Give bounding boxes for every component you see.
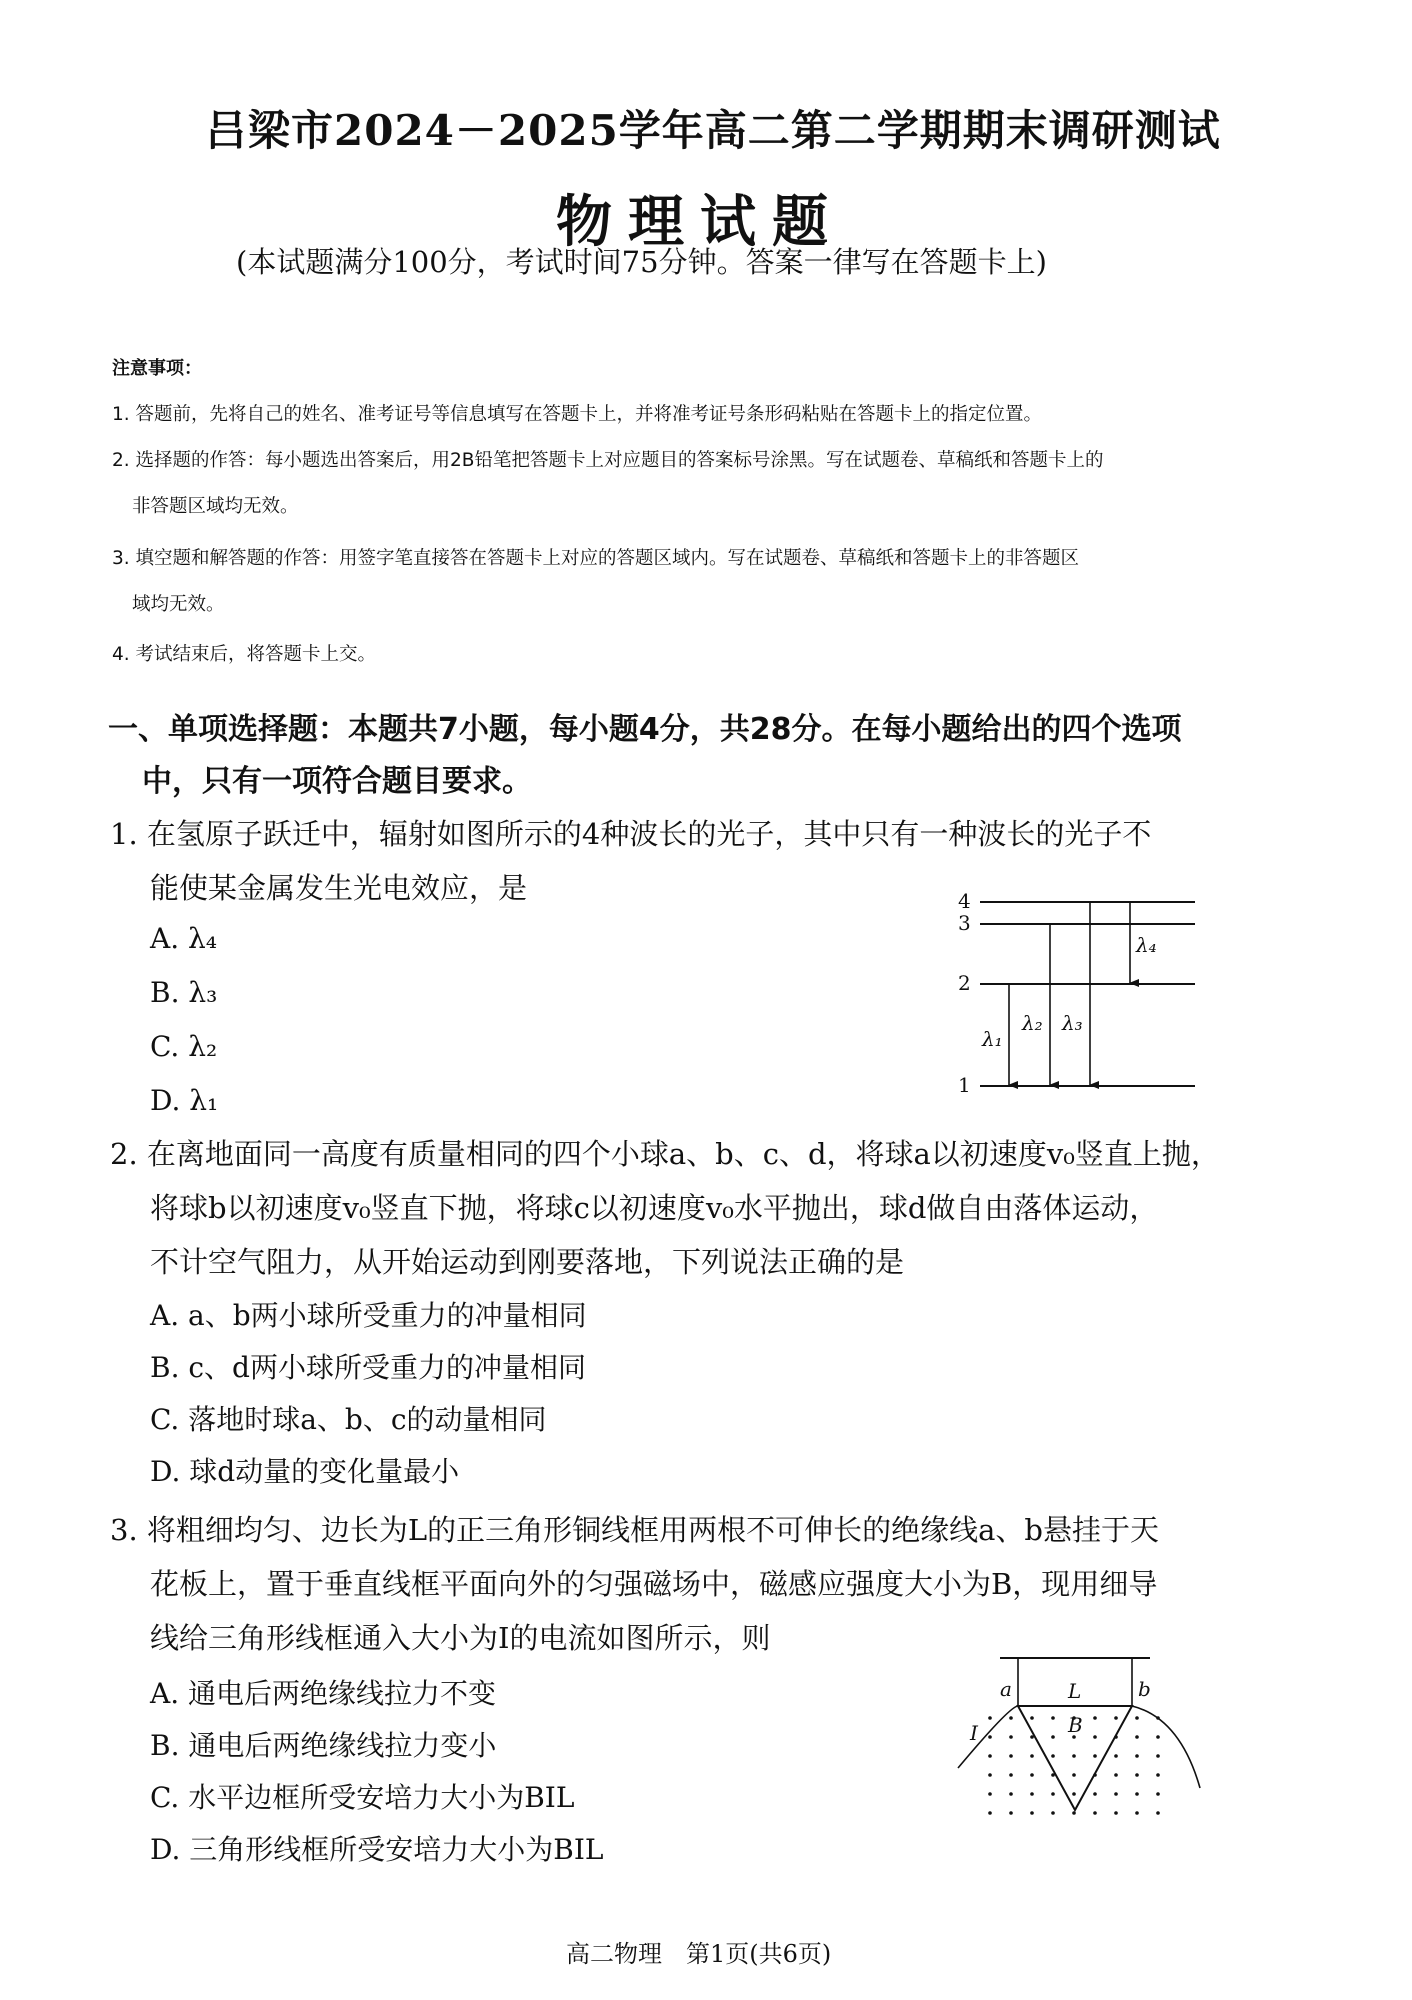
note-line-3-cont: 域均无效。 [132, 594, 225, 615]
field-dot [1114, 1792, 1118, 1796]
field-dot [1051, 1735, 1055, 1739]
note-line-2-cont: 非答题区域均无效。 [132, 496, 299, 517]
note-line-2: 2. 选择题的作答：每小题选出答案后，用2B铅笔把答题卡上对应题目的答案标号涂黑。写在试题卷、草稿纸和答题卡上的 [112, 450, 1104, 471]
field-dot [1156, 1811, 1160, 1815]
field-dot [1156, 1754, 1160, 1758]
q1-stem: 1. 在氢原子跃迁中，辐射如图所示的4种波长的光子，其中只有一种波长的光子不 [110, 817, 1152, 851]
field-dot [1135, 1792, 1139, 1796]
level-label-1: 1 [958, 1073, 971, 1097]
field-dot [988, 1754, 992, 1758]
q3-stem-cont-1: 花板上，置于垂直线框平面向外的匀强磁场中，磁感应强度大小为B，现用细导 [150, 1567, 1158, 1601]
page-footer: 高二物理 第1页(共6页) [566, 1940, 832, 1968]
q1-option-d: D. λ₁ [150, 1084, 219, 1117]
current-label: I [970, 1721, 978, 1745]
field-dot [1093, 1735, 1097, 1739]
field-dot [1072, 1754, 1076, 1758]
q1-option-c: C. λ₂ [150, 1030, 218, 1063]
lambda4-label: λ₄ [1136, 933, 1157, 957]
level-label-3: 3 [958, 911, 971, 935]
lambda3-label: λ₃ [1062, 1011, 1083, 1035]
level-label-2: 2 [958, 971, 971, 995]
field-dot [1030, 1811, 1034, 1815]
field-dot [1156, 1773, 1160, 1777]
field-dot [1072, 1811, 1076, 1815]
exam-title: 吕梁市2024－2025学年高二第二学期期末调研测试 [205, 106, 1221, 155]
field-dot [988, 1773, 992, 1777]
field-dot [1093, 1811, 1097, 1815]
field-dot [1114, 1716, 1118, 1720]
q3-stem-cont-2: 线给三角形线框通入大小为I的电流如图所示，则 [150, 1621, 771, 1655]
field-dot [1009, 1811, 1013, 1815]
field-dot [988, 1811, 992, 1815]
field-dot [1156, 1735, 1160, 1739]
triangle-frame-diagram [950, 1648, 1210, 1838]
field-dot [1030, 1716, 1034, 1720]
field-dot [1156, 1792, 1160, 1796]
q3-option-d: D. 三角形线框所受安培力大小为BIL [150, 1833, 604, 1866]
level-label-4: 4 [958, 889, 971, 913]
q2-option-b: B. c、d两小球所受重力的冲量相同 [150, 1351, 586, 1384]
subject-title: 物理试题 [556, 189, 844, 255]
field-dot [1072, 1773, 1076, 1777]
field-dot [988, 1735, 992, 1739]
field-dot [1135, 1754, 1139, 1758]
field-dot [1051, 1811, 1055, 1815]
q2-option-d: D. 球d动量的变化量最小 [150, 1455, 460, 1488]
lambda1-label: λ₁ [982, 1027, 1003, 1051]
field-dot [1093, 1716, 1097, 1720]
field-dot [988, 1716, 992, 1720]
q3-option-c: C. 水平边框所受安培力大小为BIL [150, 1781, 575, 1814]
q2-option-a: A. a、b两小球所受重力的冲量相同 [150, 1299, 587, 1332]
q1-option-a: A. λ₄ [150, 922, 217, 955]
section-heading: 一、单项选择题：本题共7小题，每小题4分，共28分。在每小题给出的四个选项 [108, 712, 1182, 747]
field-dot [1030, 1754, 1034, 1758]
field-dot [1135, 1811, 1139, 1815]
field-dot [1009, 1792, 1013, 1796]
thread-label-b: b [1138, 1677, 1151, 1701]
q2-stem-cont-1: 将球b以初速度v₀竖直下抛，将球c以初速度v₀水平抛出，球d做自由落体运动， [150, 1191, 1159, 1225]
q3-stem: 3. 将粗细均匀、边长为L的正三角形铜线框用两根不可伸长的绝缘线a、b悬挂于天 [110, 1513, 1159, 1547]
side-length-label: L [1068, 1679, 1082, 1703]
q3-option-b: B. 通电后两绝缘线拉力变小 [150, 1729, 497, 1762]
exam-instructions: (本试题满分100分，考试时间75分钟。答案一律写在答题卡上) [236, 245, 1047, 279]
field-dot [1009, 1716, 1013, 1720]
field-dot [1009, 1735, 1013, 1739]
field-dot [1135, 1773, 1139, 1777]
field-dot [1114, 1773, 1118, 1777]
q2-option-c: C. 落地时球a、b、c的动量相同 [150, 1403, 547, 1436]
thread-label-a: a [1000, 1677, 1012, 1701]
field-dot [1135, 1735, 1139, 1739]
field-dot [1009, 1754, 1013, 1758]
field-label: B [1068, 1713, 1083, 1737]
note-line-3: 3. 填空题和解答题的作答：用签字笔直接答在答题卡上对应的答题区域内。写在试题卷、草稿纸和答题卡上的非答题区 [112, 548, 1080, 569]
lambda2-label: λ₂ [1022, 1011, 1043, 1035]
field-dot [1114, 1754, 1118, 1758]
field-dot [1030, 1792, 1034, 1796]
note-line-1: 1. 答题前，先将自己的姓名、准考证号等信息填写在答题卡上，并将准考证号条形码粘贴在答题卡上的指定位置。 [112, 404, 1043, 425]
field-dot [1051, 1716, 1055, 1720]
note-line-4: 4. 考试结束后，将答题卡上交。 [112, 644, 377, 665]
q3-option-a: A. 通电后两绝缘线拉力不变 [150, 1677, 497, 1710]
field-dot [1030, 1773, 1034, 1777]
q2-stem: 2. 在离地面同一高度有质量相同的四个小球a、b、c、d，将球a以初速度v₀竖直上抛， [110, 1137, 1220, 1171]
field-dot [1072, 1792, 1076, 1796]
field-dot [1009, 1773, 1013, 1777]
q1-stem-cont: 能使某金属发生光电效应，是 [150, 871, 528, 905]
field-dot [1093, 1792, 1097, 1796]
field-dot [1051, 1792, 1055, 1796]
field-dot [1114, 1811, 1118, 1815]
q2-stem-cont-2: 不计空气阻力，从开始运动到刚要落地，下列说法正确的是 [150, 1245, 905, 1279]
field-dot [1135, 1716, 1139, 1720]
q1-option-b: B. λ₃ [150, 976, 218, 1009]
notes-heading: 注意事项： [112, 358, 202, 379]
field-dot [988, 1792, 992, 1796]
field-dot [1093, 1754, 1097, 1758]
field-dot [1051, 1754, 1055, 1758]
energy-level-diagram [940, 880, 1200, 1120]
section-heading-cont: 中，只有一项符合题目要求。 [142, 764, 532, 799]
